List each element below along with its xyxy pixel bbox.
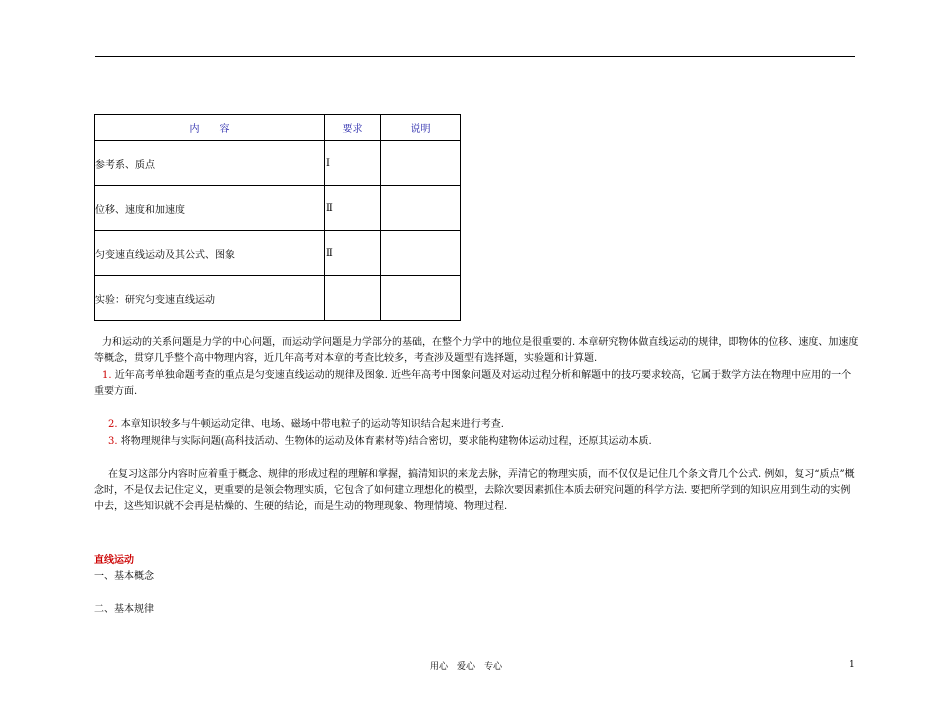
row-requirement: Ⅱ bbox=[325, 186, 381, 231]
subhead-basic-concepts: 一、基本概念 bbox=[94, 571, 154, 582]
table-row bbox=[95, 231, 461, 276]
requirements-table bbox=[94, 114, 461, 321]
page-number: 1 bbox=[849, 660, 855, 670]
point-text: 将物理规律与实际问题(高科技活动、生物体的运动及体育素材等)结合密切，要求能构建物体运动过程，还原其运动本质. bbox=[120, 436, 652, 447]
point-2 bbox=[94, 417, 859, 433]
point-text: 本章知识较多与牛顿运动定律、电场、磁场中带电粒子的运动等知识结合起来进行考查. bbox=[120, 419, 504, 430]
row-note bbox=[381, 141, 461, 186]
section-title: 直线运动 bbox=[94, 555, 134, 566]
row-content: 参考系、质点 bbox=[95, 141, 325, 186]
header-requirement: 要求 bbox=[325, 115, 381, 141]
table-row bbox=[95, 186, 461, 231]
row-requirement: Ⅱ bbox=[325, 231, 381, 276]
point-3 bbox=[94, 434, 859, 450]
point-number: 2. bbox=[108, 419, 118, 430]
table-row bbox=[95, 141, 461, 186]
row-requirement bbox=[325, 276, 381, 321]
point-text: 近年高考单独命题考查的重点是匀变速直线运动的规律及图象. 近些年高考中图象问题及对运动过程分析和解题中的技巧要求较高，它属于数学方法在物理中应用的一个重要方面. bbox=[94, 370, 852, 397]
row-note bbox=[381, 276, 461, 321]
point-number: 1. bbox=[102, 370, 112, 381]
header-note: 说明 bbox=[381, 115, 461, 141]
row-content: 匀变速直线运动及其公式、图象 bbox=[95, 231, 325, 276]
footer-text: 用心 爱心 专心 bbox=[430, 662, 503, 672]
subhead-basic-laws: 二、基本规律 bbox=[94, 604, 154, 615]
header-rule bbox=[95, 56, 855, 57]
intro-paragraph: 力和运动的关系问题是力学的中心问题，而运动学问题是力学部分的基础，在整个力学中的地位是很重要的. 本章研究物体做直线运动的规律，即物体的位移、速度、加速度等概念，贯穿几乎整个高中物理内容，近几年高考对本章的考查比较多，考查涉及题型有选择题，实验题和计算题. bbox=[94, 337, 859, 364]
row-content: 位移、速度和加速度 bbox=[95, 186, 325, 231]
row-note bbox=[381, 231, 461, 276]
row-content: 实验：研究匀变速直线运动 bbox=[95, 276, 325, 321]
header-content: 内 容 bbox=[95, 115, 325, 141]
table-row bbox=[95, 276, 461, 321]
row-note bbox=[381, 186, 461, 231]
table-header-row bbox=[95, 115, 461, 141]
review-paragraph: 在复习这部分内容时应着重于概念、规律的形成过程的理解和掌握，搞清知识的来龙去脉，弄清它的物理实质，而不仅仅是记住几个条文背几个公式. 例如，复习“质点”概念时，不是仅去记住定义，更重要的是领会物理实质，它包含了如何建立理想化的模型，去除次要因素抓住本质去研究问题的科学方法. 要把所学到的知识应用到生动的实例中去，这些知识就不会再是枯燥的、生硬的结论，而是生动的物理现象、物理情境、物理过程. bbox=[94, 469, 855, 512]
point-number: 3. bbox=[108, 436, 118, 447]
row-requirement: Ⅰ bbox=[325, 141, 381, 186]
point-1 bbox=[94, 368, 859, 400]
